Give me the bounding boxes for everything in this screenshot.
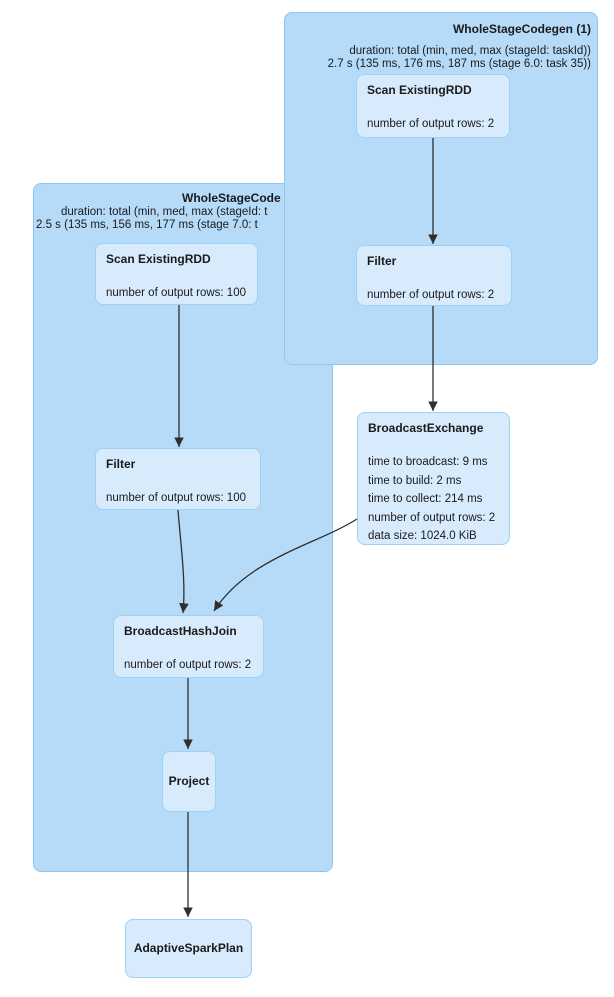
node-broadcast-hash-join[interactable]: [113, 615, 264, 678]
node-metric: number of output rows: 2: [367, 118, 495, 130]
cluster-duration: [328, 45, 591, 71]
node-metric: time to collect: 214 ms: [368, 493, 483, 505]
node-metric: time to build: 2 ms: [368, 474, 462, 487]
cluster-duration-line2: 2.5 s (135 ms, 156 ms, 177 ms (stage 7.0: t: [36, 219, 258, 231]
node-title: BroadcastExchange: [368, 421, 484, 435]
node-metric: number of output rows: 100: [106, 492, 246, 504]
node-filter-1[interactable]: [356, 245, 512, 306]
node-scan-existingrdd-1[interactable]: [356, 74, 510, 138]
node-scan-existingrdd-2[interactable]: [95, 243, 258, 305]
node-metric: number of output rows: 2: [367, 289, 495, 301]
cluster-duration-line1: duration: total (min, med, max (stageId: taskId)): [349, 45, 591, 57]
node-broadcast-exchange[interactable]: [357, 412, 510, 545]
node-title: Scan ExistingRDD: [106, 252, 211, 266]
cluster-duration-line2: 2.7 s (135 ms, 176 ms, 187 ms (stage 6.0: task 35)): [327, 58, 591, 70]
node-metric: time to broadcast: 9 ms: [368, 456, 488, 468]
node-title: Filter: [367, 254, 397, 268]
node-title: Scan ExistingRDD: [367, 83, 472, 97]
node-project[interactable]: [162, 751, 216, 812]
node-title: Filter: [106, 457, 136, 471]
cluster-title: WholeStageCode: [182, 191, 281, 205]
cluster-wholestagecodegen-1: [284, 12, 598, 365]
cluster-title: WholeStageCodegen (1): [452, 22, 591, 36]
node-adaptive-spark-plan[interactable]: [125, 919, 252, 978]
node-title: AdaptiveSparkPlan: [133, 941, 244, 955]
node-metric: number of output rows: 2: [124, 659, 252, 671]
cluster-duration-line1: duration: total (min, med, max (stageId: t: [61, 206, 268, 218]
node-metric: number of output rows: 2: [368, 511, 496, 524]
node-title: Project: [168, 774, 210, 788]
node-metric: number of output rows: 100: [106, 287, 246, 299]
node-filter-2[interactable]: [95, 448, 261, 510]
node-title: BroadcastHashJoin: [124, 624, 237, 638]
node-metric: data size: 1024.0 KiB: [368, 530, 477, 542]
cluster-header: [328, 23, 591, 71]
